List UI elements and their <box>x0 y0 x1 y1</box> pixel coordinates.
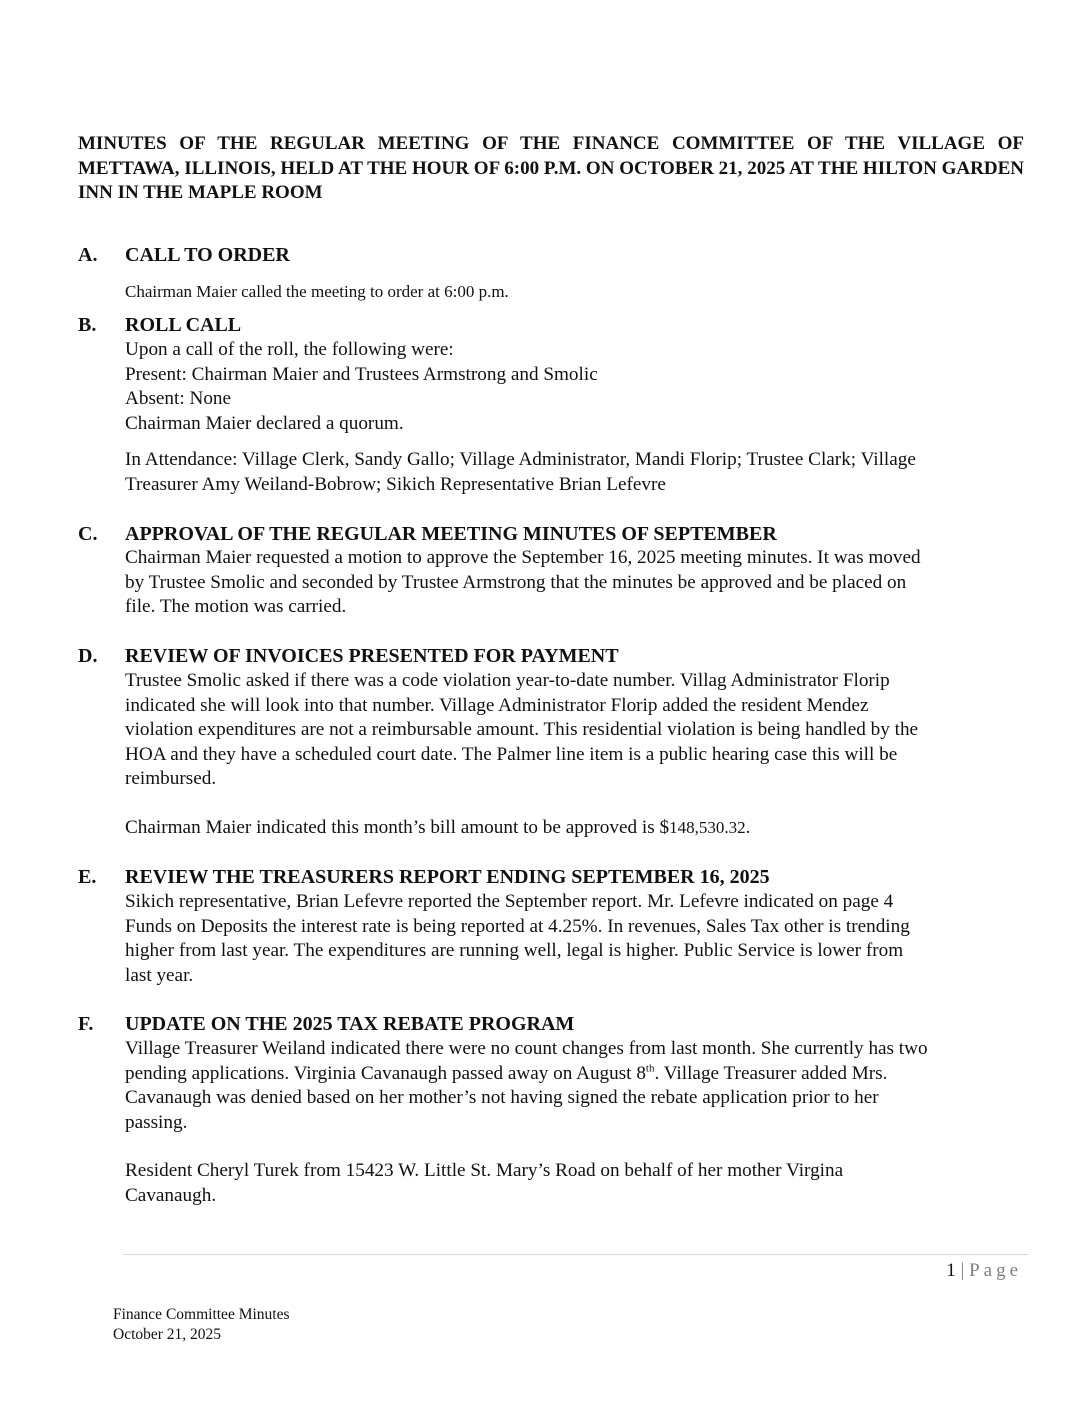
section-d-body <box>125 669 1030 792</box>
section-f-body <box>125 1037 1030 1135</box>
resident-line: Cavanaugh. <box>125 1184 217 1206</box>
resident-line: Resident Cheryl Turek from 15423 W. Little St. Mary’s Road on behalf of her mother Virgina <box>125 1160 844 1181</box>
section-f-line: Village Treasurer Weiland indicated there were no count changes from last month. She currently has two <box>125 1038 928 1059</box>
section-a-body: Chairman Maier called the meeting to order at 6:00 p.m. <box>125 282 509 301</box>
section-f-text: pending applications. Virginia Cavanaugh passed away on August 8 <box>125 1062 646 1084</box>
ordinal-suffix: th <box>645 1062 655 1075</box>
section-b-attendance <box>125 448 1030 497</box>
attendance-line: Treasurer Amy Weiland-Bobrow; Sikich Representative Brian Lefevre <box>125 473 666 495</box>
section-f-resident <box>125 1159 1030 1208</box>
section-d-bill <box>125 816 1030 841</box>
section-f-line: Cavanaugh was denied based on her mother’s not having signed the rebate application prior to her <box>125 1087 879 1108</box>
footer-doc-name: Finance Committee Minutes <box>113 1306 290 1323</box>
section-c-letter: C. <box>78 523 98 545</box>
section-e-line: last year. <box>125 964 194 986</box>
page-number <box>946 1259 1022 1283</box>
section-f-letter: F. <box>78 1013 94 1035</box>
section-b-title: ROLL CALL <box>125 314 242 336</box>
section-e-line: Funds on Deposits the interest rate is being reported at 4.25%. In revenues, Sales Tax other is trending <box>125 915 910 937</box>
section-e-title: REVIEW THE TREASURERS REPORT ENDING SEPTEMBER 16, 2025 <box>125 866 770 888</box>
roll-line: Present: Chairman Maier and Trustees Armstrong and Smolic <box>125 363 598 385</box>
document-title: MINUTES OF THE REGULAR MEETING OF THE FINANCE COMMITTEE OF THE VILLAGE OF METTAWA, ILLINOIS, HELD AT THE HOUR OF 6:00 P.M. ON OCTOBER 21, 2025 AT THE HILTON GARDEN INN IN THE MAPLE ROOM <box>78 133 1024 203</box>
section-d-line: HOA and they have a scheduled court date. The Palmer line item is a public hearing case this will be <box>125 743 898 765</box>
section-d-line: indicated she will look into that number. Village Administrator Florip added the resident Mendez <box>125 694 869 716</box>
bill-text: Chairman Maier indicated this month’s bill amount to be approved is $ <box>125 817 670 838</box>
section-c-line: Chairman Maier requested a motion to approve the September 16, 2025 meeting minutes. It was moved <box>125 547 921 568</box>
attendance-line: In Attendance: Village Clerk, Sandy Gallo; Village Administrator, Mandi Florip; Trustee Clark; Village <box>125 449 916 470</box>
section-d-letter: D. <box>78 645 98 667</box>
page-number-value: 1 <box>946 1260 956 1281</box>
footer-doc-info <box>113 1305 290 1345</box>
section-b-letter: B. <box>78 314 97 336</box>
section-e-body <box>125 890 1030 988</box>
section-c-body <box>125 546 1030 620</box>
page-separator: | <box>960 1260 965 1281</box>
section-d-title: REVIEW OF INVOICES PRESENTED FOR PAYMENT <box>125 645 619 667</box>
roll-line: Upon a call of the roll, the following were: <box>125 339 454 360</box>
section-d-line: reimbursed. <box>125 768 217 789</box>
section-e-line: Sikich representative, Brian Lefevre reported the September report. Mr. Lefevre indicated on page 4 <box>125 891 894 912</box>
bill-amount: 148,530.32 <box>669 818 746 837</box>
page-label: Page <box>969 1260 1022 1281</box>
section-a-letter: A. <box>78 244 98 266</box>
section-b-roll <box>125 338 1030 436</box>
section-f-line <box>125 1062 1030 1087</box>
section-d-line: violation expenditures are not a reimbursable amount. This residential violation is being handled by the <box>125 719 919 740</box>
section-e-line: higher from last year. The expenditures are running well, legal is higher. Public Service is lower from <box>125 940 904 961</box>
section-f-line: passing. <box>125 1111 188 1133</box>
footer-doc-date: October 21, 2025 <box>113 1326 222 1343</box>
section-f-text: . Village Treasurer added Mrs. <box>654 1062 888 1084</box>
section-c-line: by Trustee Smolic and seconded by Trustee Armstrong that the minutes be approved and be placed on <box>125 571 907 593</box>
section-f-title: UPDATE ON THE 2025 TAX REBATE PROGRAM <box>125 1013 575 1035</box>
section-c-line: file. The motion was carried. <box>125 596 347 617</box>
footer-divider <box>123 1254 1028 1255</box>
section-e-letter: E. <box>78 866 97 888</box>
roll-line: Chairman Maier declared a quorum. <box>125 412 404 434</box>
section-c-title: APPROVAL OF THE REGULAR MEETING MINUTES OF SEPTEMBER <box>125 523 777 545</box>
roll-line: Absent: None <box>125 388 232 409</box>
bill-suffix: . <box>745 817 751 838</box>
section-a-title: CALL TO ORDER <box>125 244 290 266</box>
section-d-line: Trustee Smolic asked if there was a code violation year-to-date number. Villag Administrator Florip <box>125 670 890 691</box>
